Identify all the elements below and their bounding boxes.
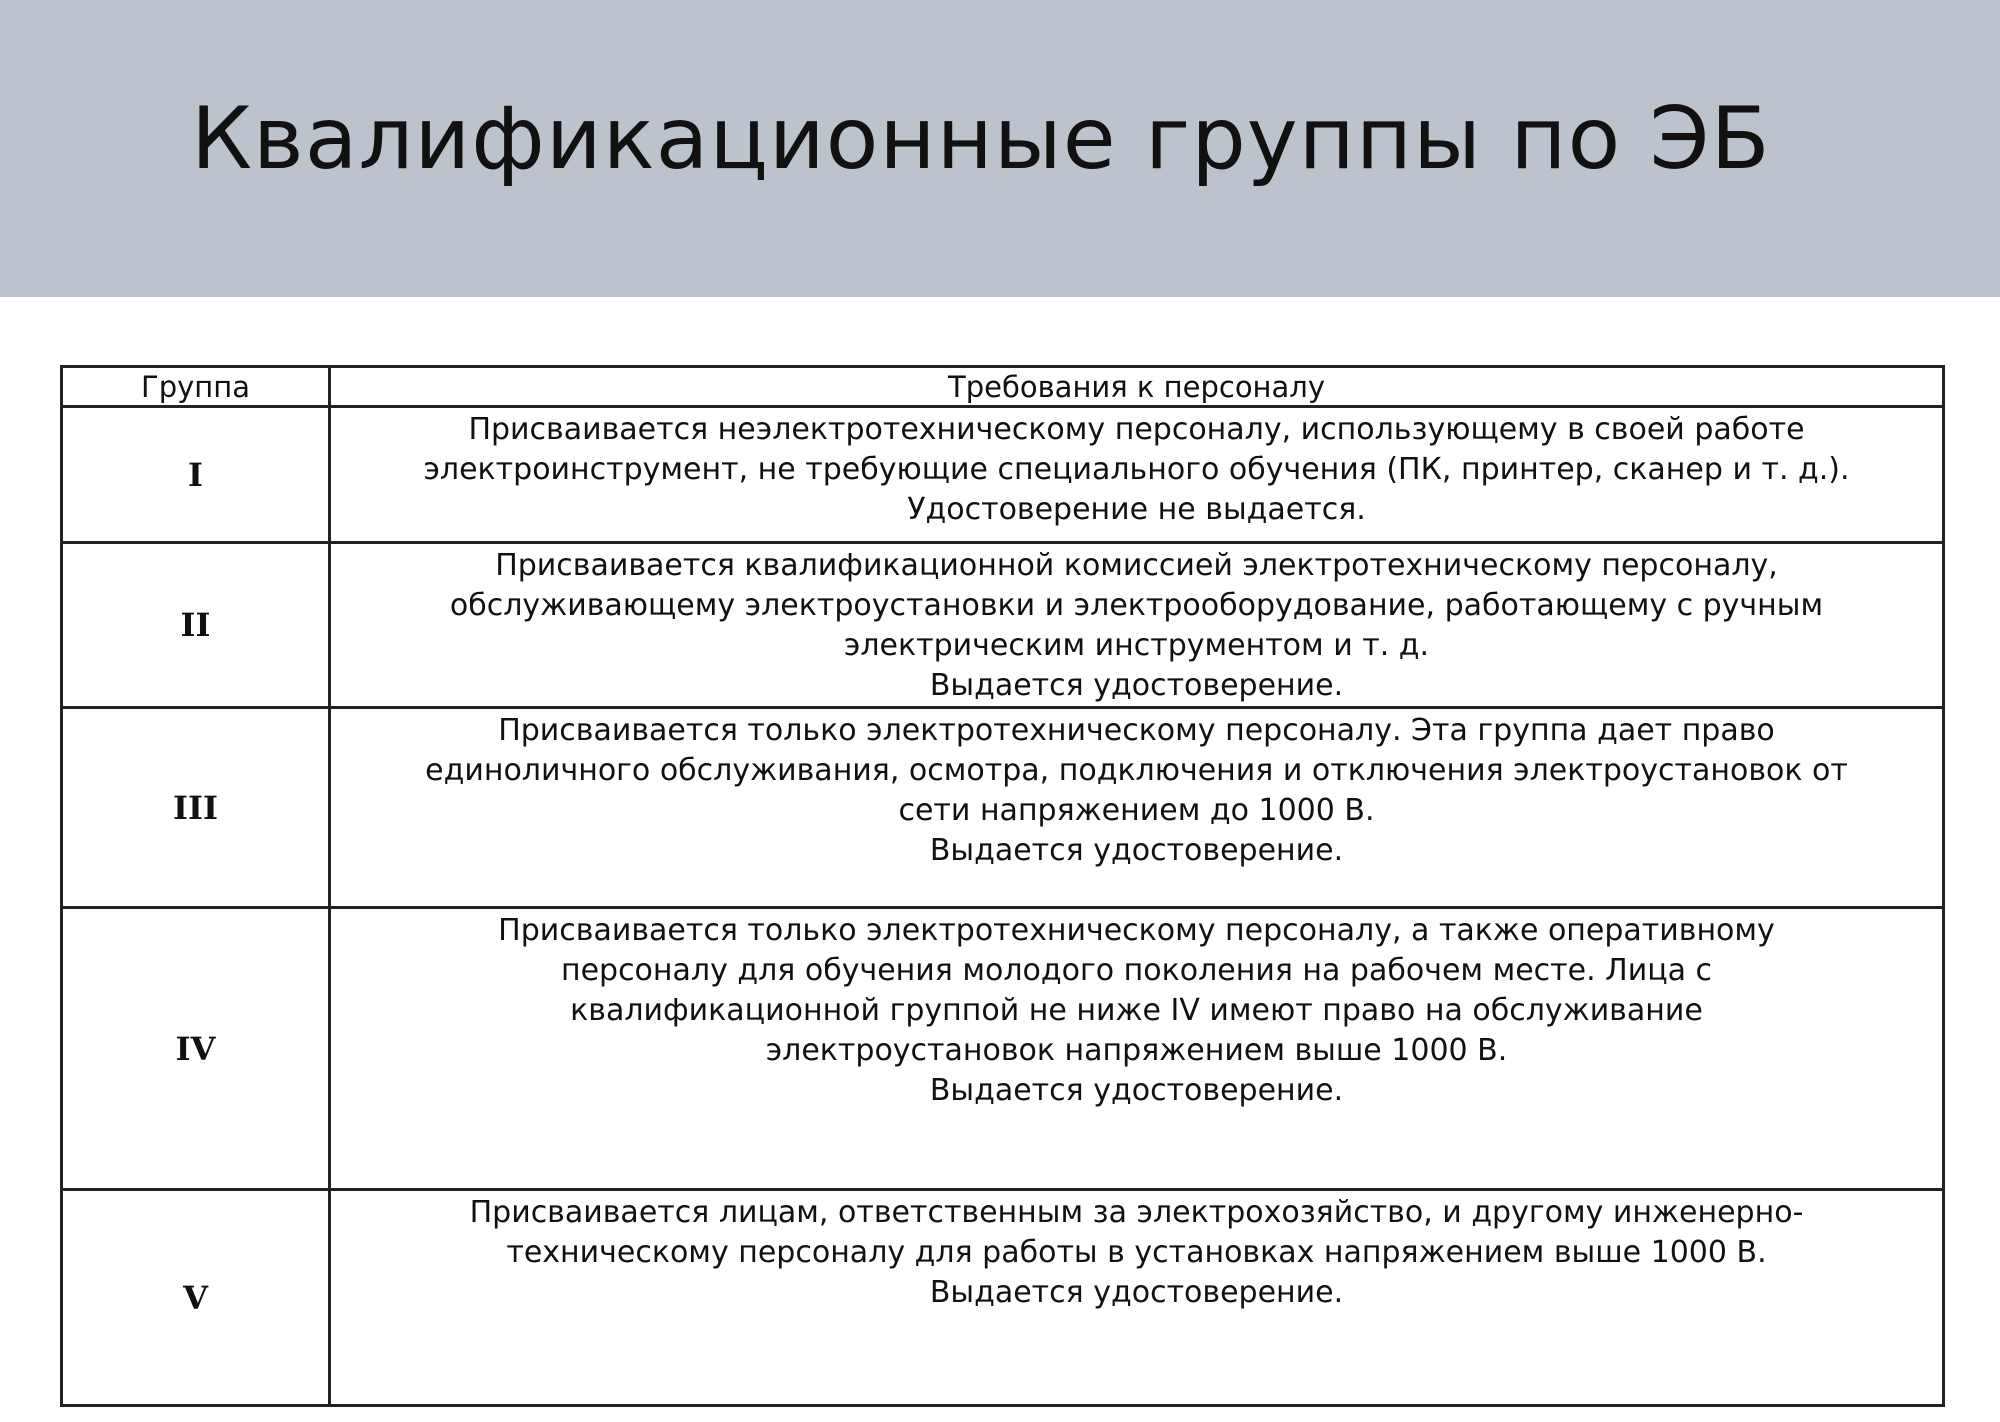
text-line: Присваивается только электротехническому персоналу. Эта группа дает право (498, 713, 1775, 748)
text-line: Удостоверение не выдается. (907, 492, 1366, 527)
table-row (62, 407, 1944, 543)
text-line: Присваивается только электротехническому персоналу, а также оперативному (498, 913, 1775, 948)
text-line: квалификационной группой не ниже IV имеют право на обслуживание (570, 993, 1703, 1028)
group-number: III (62, 708, 330, 908)
text-line: Присваивается квалификационной комиссией электротехническому персоналу, (495, 548, 1778, 583)
text-line: сети напряжением до 1000 В. (898, 793, 1375, 828)
text-line: электроинструмент, не требующие специального обучения (ПК, принтер, сканер и т. д.). (423, 452, 1850, 487)
column-header-group: Группа (62, 367, 330, 407)
text-line: электрическим инструментом и т. д. (843, 628, 1430, 663)
group-number: IV (62, 908, 330, 1190)
text-line: персоналу для обучения молодого поколения на рабочем месте. Лица с (560, 953, 1713, 988)
group-number: V (62, 1190, 330, 1406)
text-line: Присваивается неэлектротехническому персоналу, использующему в своей работе (468, 412, 1805, 447)
requirements-cell (330, 708, 1944, 908)
qualification-groups-table (60, 365, 1945, 1407)
table-row (62, 543, 1944, 708)
requirements-cell (330, 908, 1944, 1190)
text-line: Присваивается лицам, ответственным за электрохозяйство, и другому инженерно- (469, 1195, 1804, 1230)
requirements-cell (330, 543, 1944, 708)
text-line: единоличного обслуживания, осмотра, подключения и отключения электроустановок от (425, 753, 1848, 788)
table-row (62, 1190, 1944, 1406)
text-line: Выдается удостоверение. (929, 1275, 1344, 1310)
group-number: I (62, 407, 330, 543)
requirements-cell (330, 407, 1944, 543)
table-header-row (62, 367, 1944, 407)
group-number: II (62, 543, 330, 708)
text-line: Выдается удостоверение. (929, 1073, 1344, 1108)
text-line: Выдается удостоверение. (929, 833, 1344, 868)
slide-title: Квалификационные группы по ЭБ (191, 89, 1771, 189)
text-line: обслуживающему электроустановки и электрооборудование, работающему с ручным (449, 588, 1824, 623)
text-line: Выдается удостоверение. (929, 668, 1344, 703)
table-row (62, 908, 1944, 1190)
requirements-cell (330, 1190, 1944, 1406)
table-row (62, 708, 1944, 908)
text-line: техническому персоналу для работы в установках напряжением выше 1000 В. (506, 1235, 1767, 1270)
text-line: электроустановок напряжением выше 1000 В. (765, 1033, 1508, 1068)
column-header-requirements: Требования к персоналу (330, 367, 1944, 407)
